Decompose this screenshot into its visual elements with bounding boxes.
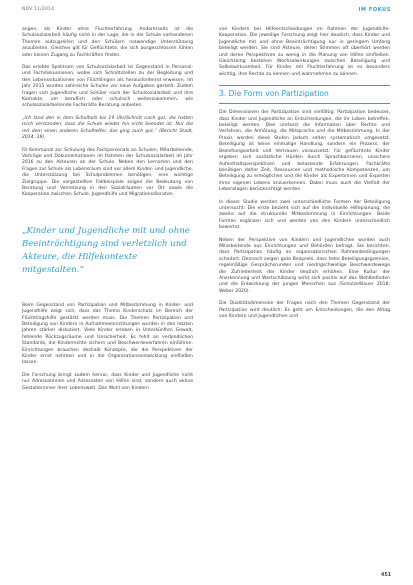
paragraph: Das erlebte Spektrum von Schulsozialarbeit ist Gegenstand in Personal- und Fachdiskussionen, wobei sich Schnittstellen zu der Begleitung und den Lebenssituationen von Flüchtlingen als herausfordernd erweisen. Im Jahr 2015 wurden zahlreiche Schulen vor neue Aufgaben gestellt. Zudem fragen sich Jugendliche und Schüler nach der Schulsozialarbeit und ihre Kontakte, um beruflich oder schulisch weiterzukommen, wie schulsozialarbeitende Fachkräfte Beratung anbieten. bbox=[22, 65, 193, 109]
right-column bbox=[219, 27, 390, 320]
paragraph: Neben der Perspektive von Kindern und Jugendlichen wurden auch Mitarbeitende aus Einrichtungen und Behörden befragt. Sie berichten, dass Partizipation häufig an organisatorischen Rahmenbedingungen scheitert. Dennoch zeigen gute Beispiele, dass feste Beteiligungsgremien, regelmäßige Gesprächsrunden und niedrigschwellige Beschwerdewege die Zufriedenheit der Kinder deutlich erhöhen. Eine Kultur der Anerkennung und Wertschätzung wirkt sich positiv auf das Wohlbefinden und die Entwicklung der jungen Menschen aus (Schulze/Bauer 2018; Weber 2020). bbox=[219, 237, 390, 294]
interview-quote: „Ich fand den in dem Schulhofs bis 19 Uhr/Schnitt nach gut, die hatten mich verstanden, dass die Schule wieder hin nicht beendet ist. Nur die mit dem einen anderen Schulhelfer, das ging auch gut.“ (Bericht Stadt, 2014, 18). bbox=[22, 115, 193, 141]
paragraph: In dieser Studie werden zwei unterschiedliche Formen der Beteiligung untersucht: Die erste bezieht sich auf die individuelle Hilfeplanung, die zweite auf die strukturelle Mitbestimmung in Einrichtungen. Beide Formen ergänzen sich und werden von den Kindern unterschiedlich bewertet. bbox=[219, 199, 390, 231]
page-number: 451 bbox=[380, 573, 391, 578]
section-heading-text: 3. Die Form von Partizipation bbox=[219, 89, 329, 99]
paragraph: Die Dimensionen der Partizipation sind vielfältig: Partizipation bedeutet, dass Kinder und Jugendliche an Entscheidungen, die ihr Leben betreffen, beteiligt werden. Dies umfasst die Information über Rechte und Verfahren, die Anhörung, die Mitsprache und die Mitbestimmung. In der Praxis werden diese Stufen jedoch selten systematisch umgesetzt. Beteiligung ist keine einmalige Handlung, sondern ein Prozess, der Beziehungsarbeit und Vertrauen voraussetzt. Für geflüchtete Kinder ergeben sich zusätzliche Hürden durch Sprachbarrieren, unsichere Aufenthaltsperspektiven und belastende Erfahrungen. Fachkräfte benötigen daher Zeit, Ressourcen und methodische Kompetenzen, um Beteiligung zu ermöglichen und die Kinder als Expertinnen und Experten ihres eigenen Lebens anzuerkennen. Dabei muss auch die Vielfalt der Lebenslagen berücksichtigt werden. bbox=[219, 110, 390, 193]
paragraph: Fit Kommunal zur Schulung des Fachpersonals an Schulen, Mitarbeitende, Vorträge und Dokumentationen im Rahmen der Schulsozialarbeit im Jahr 2016 zu den Akteuren an der Schule. Neben den Lernorten und den Fragen zur Schule als Lebensraum sind vor allem Kinder- und Jugendliche, die Unterstützung bei Schulproblemen benötigen, eine wichtige Zielgruppe. Die vorgestellten Fallbeispiele zeigen die Bedeutung von Beratung und Vernetzung in den Sozialräumen vor Ort sowie die Kooperation zwischen Schule, Jugendhilfe und Migrationsdiensten. bbox=[22, 147, 193, 198]
paragraph: von Kindern bei Hilfeentscheidungen im Rahmen der Jugendhilfe-Kooperation. Die jeweilige Forschung zeigt hier deutlich, dass Kinder und Jugendliche mit und ohne Beeinträchtigung nur in geringem Umfang beteiligt werden. Sie sind Akteure, deren Stimmen oft überhört werden und deren Perspektiven zu wenig in die Planung von Hilfen einfließen. Gleichzeitig bestehen Wechselwirkungen zwischen Beteiligung und Selbstwirksamkeit. Für Kinder mit Fluchterfahrung ist es besonders wichtig, ihre Rechte zu kennen und wahrnehmen zu können. bbox=[219, 27, 390, 77]
section-heading bbox=[219, 85, 390, 104]
left-column bbox=[22, 27, 193, 392]
paragraph: Beim Gegenstand von Partizipation und Mitbestimmung in Kinder- und Jugendhilfe zeigt sich, dass das Thema Kinderschutz im Bereich der Flüchtlingshilfe gestärkt werden muss. Die Themen Partizipation und Beteiligung von Kindern in Aufnahmeeinrichtungen wurden in den letzten Jahren stärker diskutiert. Viele Kinder erleben in Unterkünften Gewalt, fehlende Rückzugsräume und Unsicherheit. Es fehlt an verbindlichen Standards, die Kinderrechte sichern und Beschwerdeverfahren einführen. Einrichtungen brauchen deshalb Konzepte, die die Perspektiven der Kinder ernst nehmen und in die Organisationsentwicklung einfließen lassen. bbox=[22, 302, 193, 366]
paragraph: Die Forschung bringt zudem hervor, dass Kinder und Jugendliche nicht nur Adressatinnen und Adressaten von Hilfen sind, sondern auch aktive Gestalterinnen ihrer Lebenswelt. Das Wohl von Kindern bbox=[22, 372, 193, 391]
paragraph: angen, als Kinder ohne Fluchterfahrung. Andererseits ist die Schulsozialarbeit häufig nicht in der Lage, die in der Schule vorhandenen Themen aufzugreifen und den Schülern notwendige Unterstützung anzubieten. Gleiches gilt für Geflüchtete, die sich ausgeschlossen fühlen oder keinen Zugang zu Fachkräften finden. bbox=[22, 27, 193, 58]
pull-quote bbox=[22, 225, 193, 277]
issue-label: NDV 11/2014 bbox=[22, 7, 55, 12]
paragraph: Die Qualitätsdimension der Fragen nach den Themen Gegenstand der Partizipation wird deutlich: Es geht um Entscheidungen, die den Alltag von Kindern und Jugendlichen und bbox=[219, 301, 390, 320]
section-label: IM FOKUS bbox=[358, 7, 391, 13]
page-header bbox=[22, 7, 391, 17]
pull-quote-text: „Kinder und Jugendliche mit und ohne Beeinträchtigung sind verletzlich und Akteure, die Hilfekontexte mitgestalten.“ bbox=[22, 225, 190, 275]
